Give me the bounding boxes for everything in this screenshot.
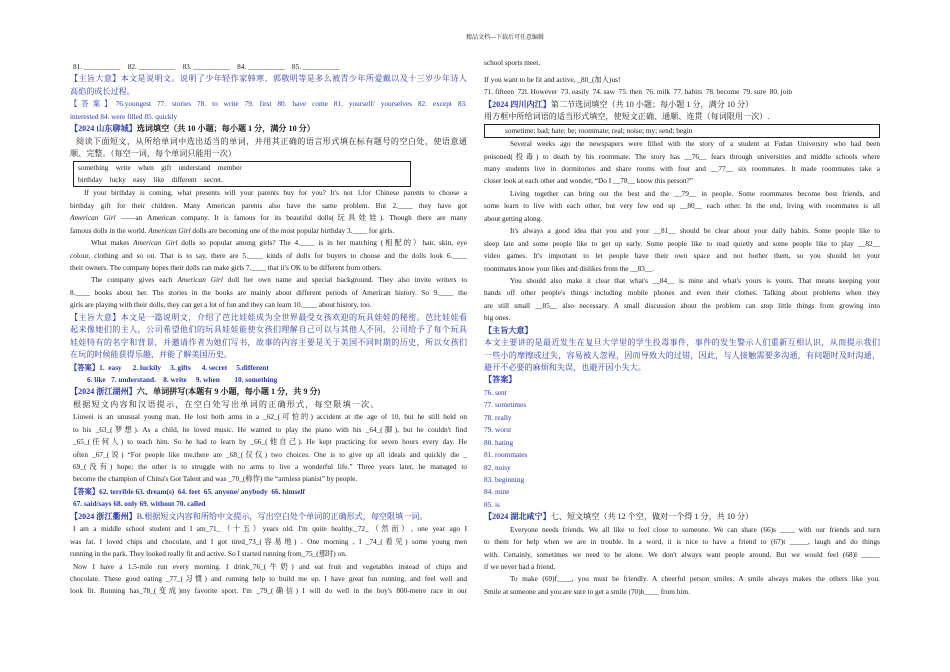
answer-item: 78. really — [484, 412, 512, 422]
word-box — [73, 161, 411, 188]
section-title: B.根据短文内容和所给中文提示，写出空白处个单词的正确形式，每空限填一词。 — [136, 511, 428, 521]
word-box-row: birthday lucky easy like different secret. — [78, 174, 223, 184]
instructions: 阅读下面短文，从所给单词中选出适当的单词，并用其正确的语言形式填在标有题号的空白处，使语意通 — [76, 136, 467, 146]
left-column — [70, 61, 467, 598]
answer-item: 81. roommates — [484, 450, 528, 460]
passage-line — [70, 225, 467, 237]
summary-text: 避开不必要的麻烦和失误，也避开因小失大。 — [484, 363, 646, 372]
word-box-row: sometime; bad; hate; be; roommate; real; noise; my; send; begin — [505, 125, 693, 135]
passage-line: girls are playing with their dolls, they can get a lot of fun and they can learn 10.____ about history, too. — [70, 300, 372, 310]
passage-line: with. Certainly, sometimes we need to be alone. We don't always want people around. But we would feel (68)l _____ — [484, 549, 880, 559]
passage-line: some learn to live with each other, but very few end up __80__ each other. In the end, living with roommates is all — [484, 201, 880, 211]
answer-key: 【答案】1. easy 2. luckily 3. gifts 4. secret 5.different — [70, 362, 269, 372]
passage-line: closer look at each other and wonder, “Do I __78__ know this person?” — [484, 176, 694, 186]
passage-line — [70, 274, 467, 286]
passage-line: Now I have a 1.5-mile run every morning. I drink_76_(牛奶) and eat fruit and vegetables instead of chips and — [73, 561, 467, 571]
section-heading — [70, 386, 467, 398]
summary-text: 高焰的成长过程。 — [70, 86, 135, 96]
section-heading — [70, 511, 467, 523]
passage-line: big ones. — [484, 313, 511, 323]
passage-line: roommates know your likes and dislikes from the __83__. — [484, 263, 655, 273]
passage-line: poisoned(投毒) to death by his roommate. The story has __76__ fears through universities and middle schools where — [484, 151, 880, 161]
answer-item: 85. is — [484, 499, 500, 509]
brand-name: American Girl — [133, 238, 178, 248]
summary-text: 本文主要讲的是最近发生在复旦大学里的学生投毒事件，事件的发生警示人们重新互相认识，从而提示我们 — [484, 338, 880, 348]
summary-text: 娃娃特有的名字和背景，并邀请作者为她们写书，故事的内容主要是关于美国不同时期的历史，所以女孩们 — [70, 337, 467, 347]
summary-text: 【主旨大意】本文是一篇说明文，介绍了芭比娃娃成为全世界最受女孩欢迎的玩具娃娃的秘密。芭比娃娃看 — [70, 312, 467, 322]
section-title: 选词填空（共 10 小题；每小题 1 分，满分 10 分） — [136, 124, 315, 134]
answer-key: interested 84. were filled 85. quickly — [70, 111, 178, 121]
passage-line — [70, 237, 467, 249]
passage-line: birthday gift for their children. Many American parents also have the same problem. But 2.____ they have got — [70, 200, 467, 210]
answer-item: 80. hating — [484, 437, 514, 447]
passage-line: hands off other people's things including mobile phones and even their clothes. Talking about problems when they — [484, 288, 880, 298]
passage-line: sleep late and some people like to get up early. Some people like to read quietly and some people like to play __82__ — [484, 238, 880, 248]
passage-line: often _67_(说) “For people like me,there are _68_(仅仅) two choices. One is to give up all ideals and quickly die _ — [73, 449, 467, 459]
passage-text: dolls are becoming one of the most popular birthday 3.____ for girls. — [190, 225, 395, 235]
word-box — [484, 124, 880, 138]
passage-text: doll her own name and special background. They also invite writers to — [222, 275, 467, 285]
summary-text: 一些小的摩擦或过失，容易被人忽视，因而导致大的过错，因此，与人接触需要多沟通，有问题时及时沟通， — [484, 350, 880, 360]
word-box-row: something write when gift understand member — [78, 162, 242, 172]
passage-line: if we never had a friend. — [484, 562, 556, 571]
source-tag: 【2024 湖北咸宁】 — [484, 512, 551, 522]
passage-line: Several weeks ago the newspapers were filled with the story of a student at Fudan University who had been — [510, 139, 880, 149]
passage-line: 8.____ books about her. The stories in the books are mainly about different periods of American history. So 9.____ the — [70, 287, 467, 297]
passage-line: Liuwei is an unusual young man. He lost both arms in a _62_(可怕的) accident at the age of 10, but he still held on — [73, 412, 467, 422]
blank-answer-row: 81. __________ 82. __________ 83. __________ 84. __________ 85. __________ — [73, 62, 340, 71]
page-header-note: 精品文档---下载后可任意编辑 — [466, 35, 544, 41]
passage-text: The company gives each — [91, 275, 178, 285]
passage-line: colour, clothing and so on. That is to say, there are 5.____ kinds of dolls for buyers to choose and the dolls look 6.____ — [70, 250, 467, 260]
passage-line: Everyone needs friends. We all like to feel close to someone. We can share (66)s ____ with our friends and turn — [510, 524, 880, 534]
source-tag: 【2024 四川内江】 — [484, 99, 551, 109]
passage-line: look fit. Running has_78_(变成)my favorite sport. I'm _79_(确信) I will do well in the boy's 800-metre race in our — [70, 586, 467, 596]
passage-line: chocolate. These good eating _77_(习惯) and running help to build me up. I have great fun running, and feel well and — [70, 573, 467, 583]
answer-item: 77. sometimes — [484, 400, 527, 410]
passage-text: ——an American company. It is famous for its beautiful dolls(玩具娃娃). Though there are many — [115, 213, 467, 223]
summary-text: 【主旨大意】本文是说明文。说明了少年轻作家韩寒、郭敬明等是多么被青少年所爱戴以及十三岁少年诗人 — [70, 74, 467, 84]
passage-line: to them for help when we are in trouble. In a word, it is nice to have a friend to (67)t _____, laugh and do things — [484, 537, 880, 547]
passage-line: Smile at someone and you are sure to get a smile (70)b____ from him. — [484, 586, 690, 596]
section-heading — [484, 511, 880, 523]
answer-key: 6. like 7. understand. 8. write 9. when 10. something — [87, 374, 278, 384]
instructions: 顺、完整。（每空一词，每个单词只能用一次） — [70, 149, 236, 159]
passage-line: _65_(任何人) to teach him. So he had to learn by _66_(他自己). He kept practicing for seven hours every day. He — [73, 437, 467, 447]
source-tag: 【2024 浙江衢州】 — [70, 511, 137, 521]
instructions: 用方框中所给词语的适当形式填空，使短文正确、通顺、连贯（每词限用一次）. — [484, 112, 770, 122]
passage-line: video games. It's important to let people have their own space and not bother them, so you should let your — [484, 251, 880, 261]
brand-name: American Girl — [177, 275, 223, 285]
source-tag: 【2024 浙江湖州】 — [70, 387, 137, 397]
answer-key: 【答案】76.youngest 77. stories 78. to write 79. first 80. have come 81. yourself/ yourselves 82. except 83. — [70, 99, 467, 109]
summary-text: 起来像她们的主人，公司希望他们的玩具娃娃能使女孩们理解自己可以与其他人不同，公司给予了每个玩具 — [70, 325, 467, 335]
answer-heading: 【答案】 — [484, 375, 517, 385]
passage-line: about getting along. — [484, 213, 543, 223]
section-heading — [70, 123, 467, 135]
passage-line: running in the park. They looked really fit and active. So I started running from_75_(那时) on. — [70, 549, 347, 559]
brand-name: American Girl — [148, 225, 191, 235]
summary-text: 在玩的时候能获得乐趣，并能了解美国历史。 — [70, 350, 232, 360]
answer-key: 【答案】62. terrible 63. dream(s) 64. feet 65. anyone/ anybody 66. himself — [70, 486, 305, 496]
passage-line — [70, 212, 467, 224]
section-title: 六、单词拼写(本题有 9 小题，每小题 1 分，共 9 分) — [136, 387, 321, 397]
passage-line: Living together can bring out the best and the __79__ in people. Some roommates become best friends, and — [510, 188, 880, 198]
answer-item: 82. noisy — [484, 462, 511, 472]
passage-line: You should also make it clear that what's __84__ is mine and what's yours is yours. That means keeping your — [510, 275, 880, 285]
passage-line: It's always a good idea that you and your __81__ should be clear about your daily habits. Some people like to — [510, 226, 880, 236]
instructions: 根据短文内容和汉语提示，在空白处写出单词的正确形式，每空限填一次。 — [73, 399, 380, 409]
brand-name: American Girl — [70, 213, 116, 223]
answer-key: 67. said/says 68. only 69. without 70. called — [73, 499, 206, 509]
passage-line: many students live in dormitories and share rooms with four and __77__ six roommates. It made roommates take a — [484, 164, 880, 173]
answer-item: 76. sent — [484, 387, 507, 397]
answer-item: 83. beginning — [484, 474, 525, 484]
section-heading — [484, 99, 880, 111]
summary-heading: 【主旨大意】 — [484, 325, 533, 335]
right-column — [484, 57, 880, 598]
section-title: 第二节选词填空（共 10 小题；每小题 1 分，满分 10 分） — [550, 99, 754, 109]
passage-text: What makes — [91, 238, 134, 248]
source-tag: 【2024 山东聊城】 — [70, 124, 137, 134]
passage-line: was fat. I loved chips and chocolate, and I got tired_73_(容易地) . One morning , I _74_(看见) some young men — [70, 536, 467, 546]
passage-line: To make (69)f____, you must be friendly. A cheerful person smiles. A smile always makes the others like you. — [510, 574, 880, 584]
passage-text: dolls so popular among girls? The 4.____ is in her matching (相配的）hair, skin, eye — [177, 238, 467, 248]
answer-key: 71. fifteen 72l. However 73. easily 74. saw 75. then 76. milk 77. habits 78. become 79. sure 80. join — [484, 87, 793, 97]
passage-line: to his _63_(梦想). As a child, he loved music. He wanted to play the piano with his _64_(脚), but he couldn't find — [73, 424, 467, 434]
passage-line: If you want to be fit and active, _80_(加入)us! — [484, 74, 621, 84]
passage-line: are still small __85__ also necessary. A small discussion about the problem can stop little things from growing into — [484, 300, 880, 310]
passage-line: 69_(没有) hope; the other is to struggle with no arms to live a wonderful life.” Three years later, he managed to — [73, 462, 467, 471]
passage-line: school sports meet. — [484, 58, 541, 67]
passage-line: If your birthday is coming, what presents will your parents buy for you? It's not 1.for Chinese parents to choose a — [84, 188, 467, 198]
passage-line: become the champion of China's Got Talent and was _70_(称作) the “armless pianist” by people. — [73, 474, 358, 484]
answer-item: 84. mine — [484, 487, 510, 497]
answer-item: 79. worst — [484, 425, 512, 435]
passage-text: famous dolls in the world. — [70, 225, 149, 235]
section-title: 七、短文填空（共 12 个空，做对一个得 1 分，共 10 分） — [550, 512, 754, 522]
passage-line: I am a middle school student and I am_71_（十五）years old. I'm quite healthy._72_（然而）, one year ago I — [73, 524, 467, 534]
passage-line: their owners. The company hopes their dolls can make girls 7.____ that it's OK to be different from others. — [70, 263, 382, 272]
